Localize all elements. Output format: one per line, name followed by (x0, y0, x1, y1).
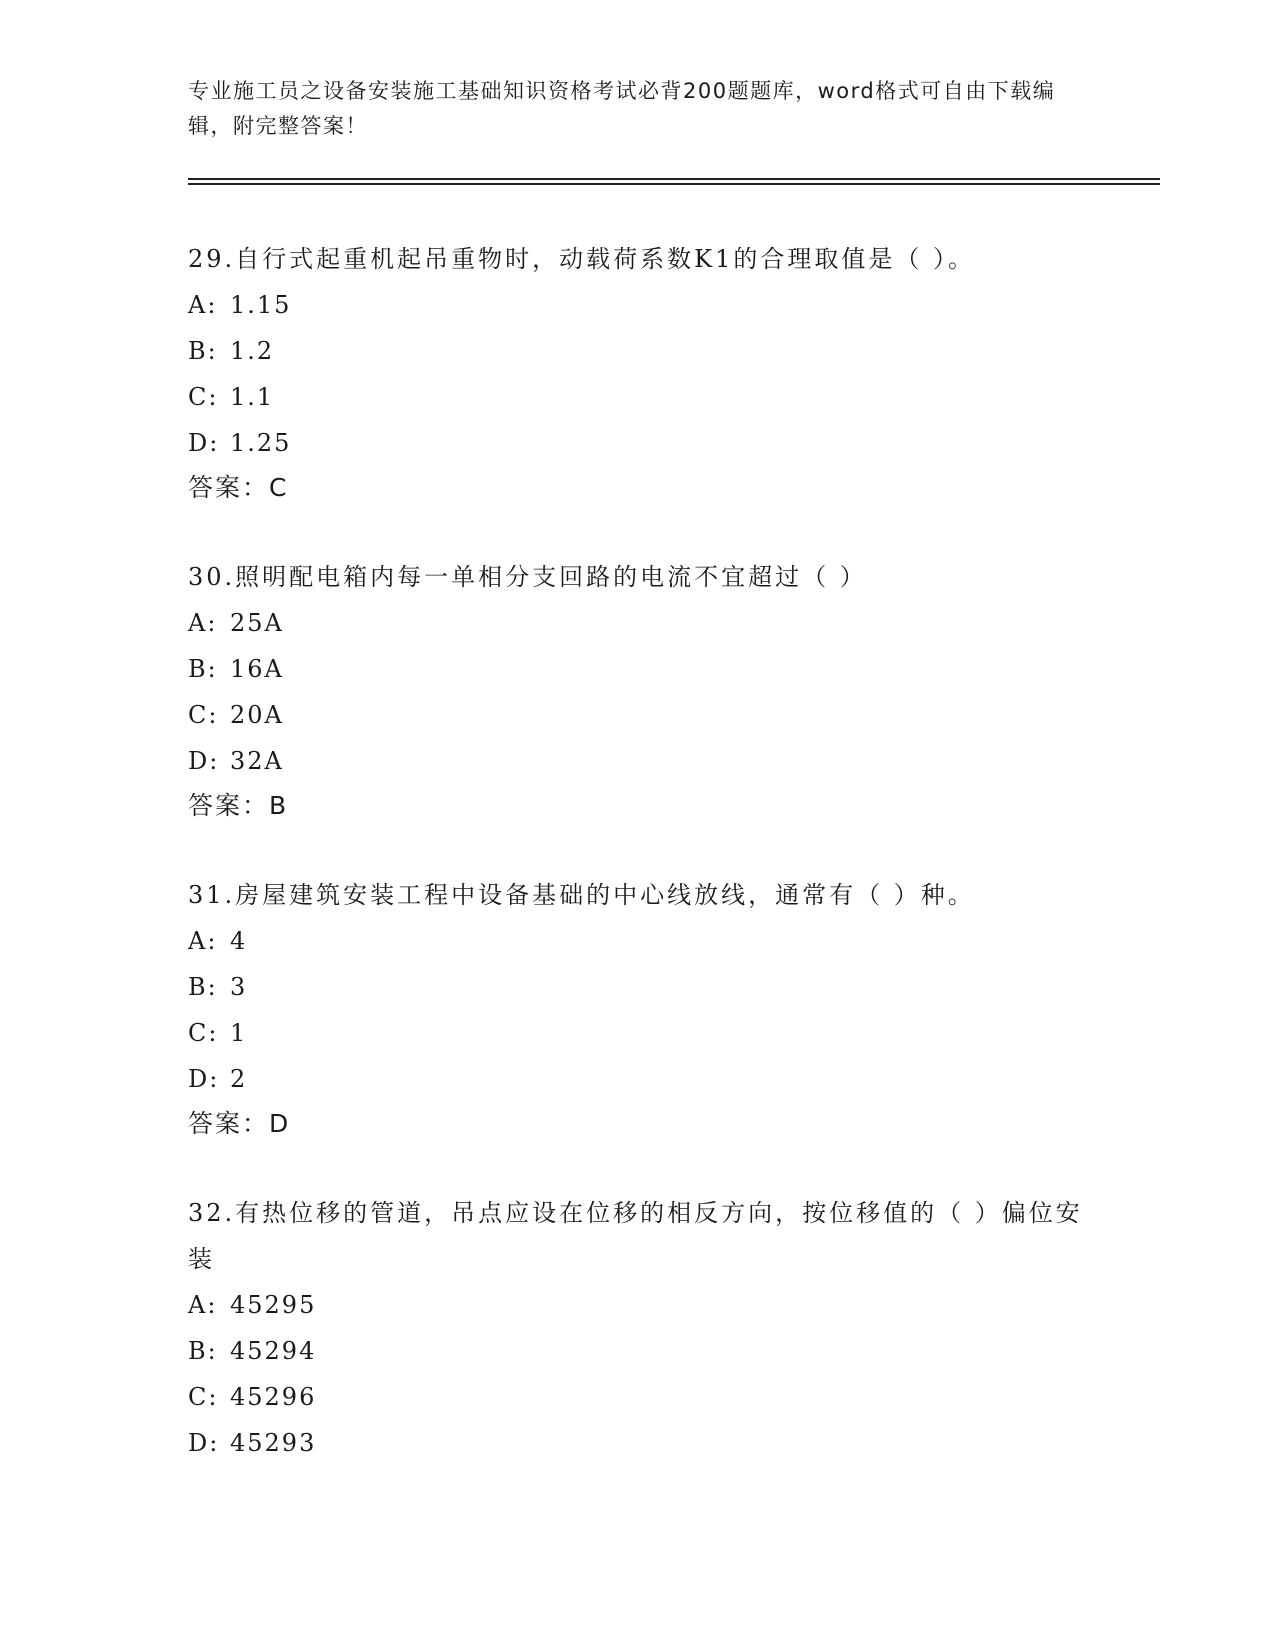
option-b (188, 328, 1088, 374)
option-value: 20A (230, 701, 284, 729)
option-value: 4 (230, 927, 248, 955)
option-c (188, 1010, 1088, 1056)
question-item (188, 1190, 1088, 1466)
option-label: C: (188, 1019, 219, 1047)
option-d (188, 738, 1088, 784)
option-c (188, 374, 1088, 420)
option-value: 3 (230, 973, 248, 1001)
option-list (188, 1282, 1088, 1466)
option-label: C: (188, 383, 219, 411)
option-list (188, 282, 1088, 466)
option-value: 45293 (230, 1429, 317, 1457)
option-value: 25A (230, 609, 284, 637)
option-a (188, 282, 1088, 328)
option-value: 2 (230, 1065, 248, 1093)
question-text: 30.照明配电箱内每一单相分支回路的电流不宜超过（ ） (188, 563, 867, 591)
question-list (188, 236, 1088, 1510)
option-value: 1.15 (230, 291, 292, 319)
option-value: 1.25 (230, 429, 292, 457)
option-value: 45296 (230, 1383, 317, 1411)
option-list (188, 918, 1088, 1102)
option-label: A: (188, 291, 218, 319)
option-c (188, 692, 1088, 738)
option-label: B: (188, 973, 218, 1001)
option-label: D: (188, 747, 220, 775)
option-a (188, 1282, 1088, 1328)
question-text: 31.房屋建筑安装工程中设备基础的中心线放线，通常有（ ）种。 (188, 881, 975, 909)
header-divider-line (188, 178, 1160, 180)
question-text: 29.自行式起重机起吊重物时，动载荷系数K1的合理取值是（ ）。 (188, 245, 975, 273)
option-d (188, 1056, 1088, 1102)
option-label: B: (188, 337, 218, 365)
option-label: D: (188, 1065, 220, 1093)
option-label: C: (188, 701, 219, 729)
option-value: 32A (230, 747, 284, 775)
header-divider-line (188, 183, 1160, 185)
option-value: 45295 (230, 1291, 317, 1319)
option-label: B: (188, 655, 218, 683)
option-label: C: (188, 1383, 219, 1411)
option-label: B: (188, 1337, 218, 1365)
option-value: 45294 (230, 1337, 317, 1365)
option-value: 1.2 (230, 337, 275, 365)
document-header: 专业施工员之设备安装施工基础知识资格考试必背200题题库，word格式可自由下载编辑，附完整答案！ (188, 79, 1056, 138)
option-a (188, 600, 1088, 646)
option-c (188, 1374, 1088, 1420)
answer-text: 答案：C (188, 473, 289, 502)
question-item (188, 554, 1088, 828)
option-label: D: (188, 429, 220, 457)
option-label: A: (188, 927, 218, 955)
option-label: A: (188, 1291, 218, 1319)
question-item (188, 872, 1088, 1146)
option-value: 1.1 (230, 383, 275, 411)
option-a (188, 918, 1088, 964)
option-b (188, 1328, 1088, 1374)
answer-text: 答案：D (188, 1109, 291, 1138)
option-d (188, 1420, 1088, 1466)
option-value: 16A (230, 655, 284, 683)
question-item (188, 236, 1088, 510)
option-label: D: (188, 1429, 220, 1457)
answer-text: 答案：B (188, 791, 289, 820)
option-b (188, 646, 1088, 692)
option-d (188, 420, 1088, 466)
option-b (188, 964, 1088, 1010)
option-label: A: (188, 609, 218, 637)
question-text: 32.有热位移的管道，吊点应设在位移的相反方向，按位移值的（ ）偏位安装 (188, 1199, 1083, 1273)
option-list (188, 600, 1088, 784)
option-value: 1 (230, 1019, 248, 1047)
